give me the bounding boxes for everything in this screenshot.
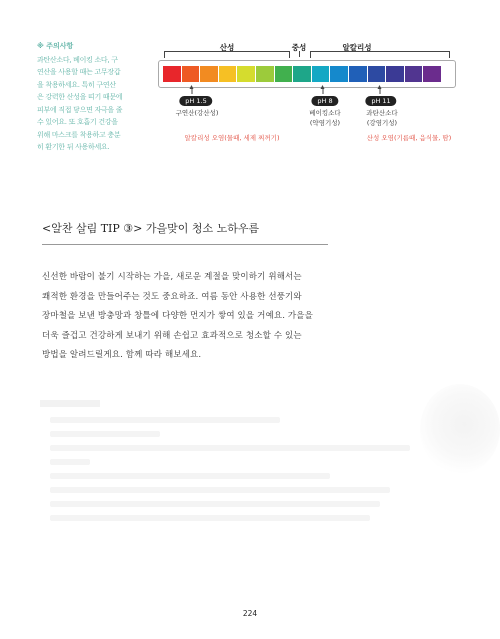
marker-line [192, 87, 193, 94]
faded-line [50, 445, 410, 451]
ph-scale-cell [163, 66, 181, 82]
acidic-bracket [164, 51, 290, 58]
marker-line [380, 87, 381, 94]
heading-divider [42, 244, 328, 245]
body-line: 장마철을 보낸 방충망과 창틀에 다양한 먼지가 쌓여 있을 거예요. 가을을 [42, 311, 313, 321]
faded-section [40, 400, 410, 529]
ph-badge-citric: pH 1.5 [179, 96, 212, 106]
body-paragraph [42, 268, 462, 366]
caution-note [37, 40, 153, 154]
percarbonate-name: 과탄산소다 [366, 109, 398, 117]
body-line: 쾌적한 환경을 만들어주는 것도 중요하죠. 여름 동안 사용한 선풍기와 [42, 291, 302, 302]
ph-scale-cell [256, 66, 274, 82]
caution-line: 은 강력한 산성을 띠기 때문에 [37, 93, 123, 101]
caution-line: 수 있어요. 또 호흡기 건강을 [37, 118, 118, 126]
alkaline-bracket [310, 51, 450, 58]
baking-soda-label [309, 108, 340, 128]
ph-scale [158, 60, 456, 88]
ph-badge-percarbonate: pH 11 [365, 96, 396, 106]
baking-soda-name: 베이킹소다 [309, 109, 341, 117]
ph-scale-cells [163, 66, 441, 82]
ph-scale-cell [293, 66, 311, 82]
faded-title-bar [40, 400, 100, 407]
percarbonate-label [366, 108, 397, 128]
faded-line [50, 459, 90, 465]
acidic-stain-note: 산성 오염(기름때, 음식물, 땀) [366, 134, 452, 142]
ph-scale-cell [330, 66, 348, 82]
ph-scale-cell [275, 66, 293, 82]
faded-line [50, 501, 380, 507]
caution-line: 위해 마스크를 착용하고 충분 [37, 130, 121, 139]
faded-line [50, 417, 280, 423]
neutral-label: 중성 [291, 43, 307, 52]
section-heading: <알찬 살림 TIP ③> 가을맞이 청소 노하우름 [42, 222, 260, 235]
ph-scale-cell [182, 66, 200, 82]
ph-badge-baking-soda: pH 8 [311, 96, 338, 106]
faded-line [50, 473, 330, 479]
caution-title: ※ 주의사항 [37, 42, 74, 50]
percarbonate-sub: (강염기성) [366, 119, 398, 127]
citric-acid-label [176, 108, 219, 118]
caution-line: 피부에 직접 닿으면 자극을 줄 [37, 105, 123, 114]
neutral-tick [299, 51, 300, 57]
ph-scale-cell [219, 66, 237, 82]
citric-acid-name: 구연산(강산성) [175, 109, 219, 117]
faded-line [50, 431, 160, 437]
faded-photo [420, 384, 500, 474]
ph-scale-cell [386, 66, 404, 82]
body-line: 방법을 알려드릴게요. 함께 따라 해보세요. [42, 350, 202, 360]
baking-soda-sub: (약염기성) [309, 119, 341, 127]
acidic-label: 산성 [219, 43, 235, 52]
caution-line: 연산을 사용할 때는 고무장갑 [37, 68, 121, 76]
marker-line [323, 87, 324, 94]
caution-line: 히 환기한 뒤 사용하세요. [37, 143, 110, 151]
alkaline-label: 알칼리성 [342, 43, 372, 52]
ph-scale-cell [312, 66, 330, 82]
caution-line: 과탄산소다, 베이킹 소다, 구 [37, 55, 118, 64]
ph-scale-cell [349, 66, 367, 82]
ph-scale-cell [200, 66, 218, 82]
alkaline-stain-note: 알칼리성 오염(물때, 세제 찌꺼기) [184, 134, 280, 142]
ph-scale-cell [423, 66, 441, 82]
faded-line [50, 487, 390, 493]
caution-line: 을 착용하세요. 특히 구연산 [37, 80, 116, 89]
body-line: 더욱 즐겁고 건강하게 보내기 위해 손쉽고 효과적으로 청소할 수 있는 [42, 330, 302, 341]
ph-scale-cell [405, 66, 423, 82]
faded-line [50, 515, 370, 521]
ph-scale-cell [237, 66, 255, 82]
ph-scale-cell [368, 66, 386, 82]
body-line: 신선한 바람이 불기 시작하는 가을, 새로운 계절을 맞이하기 위해서는 [42, 272, 302, 282]
page-number: 224 [242, 609, 258, 618]
